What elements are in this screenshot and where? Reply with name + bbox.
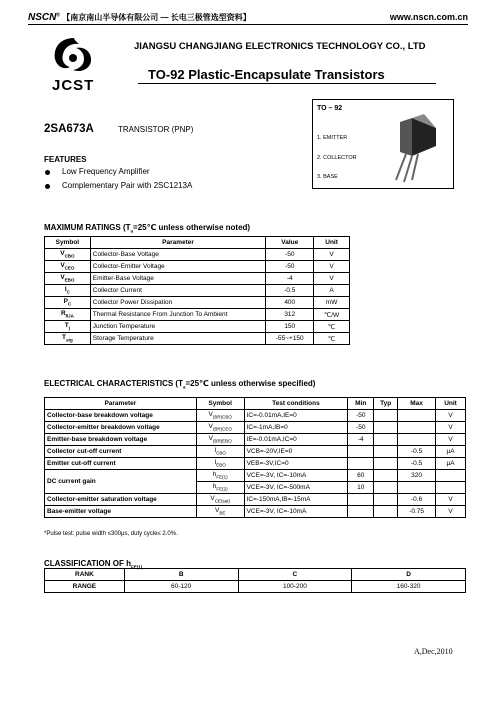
range-cell: 100-200 — [238, 581, 352, 593]
parameter-cell: Collector-emitter saturation voltage — [45, 494, 197, 506]
parameter-cell: Collector-Emitter Voltage — [90, 261, 266, 273]
typ-cell — [374, 506, 398, 518]
symbol-subscript: stg — [66, 337, 73, 343]
max-cell: -0.75 — [398, 506, 436, 518]
max-cell — [398, 410, 436, 422]
condition-cell: IE=-0.01mA,IC=0 — [244, 434, 348, 446]
pin-3-label: 3. BASE — [317, 174, 338, 180]
min-cell — [348, 494, 374, 506]
table-row — [45, 494, 466, 506]
parameter-cell: Storage Temperature — [90, 333, 266, 345]
bullet-icon — [45, 170, 50, 175]
parameter-cell: Collector Current — [90, 285, 266, 297]
table-row — [45, 506, 466, 518]
parameter-cell: Collector-base breakdown voltage — [45, 410, 197, 422]
part-number: 2SA673A — [44, 123, 94, 135]
column-header: Test conditions — [244, 398, 348, 410]
symbol-letter: V — [60, 262, 65, 270]
symbol-subscript: j — [68, 325, 71, 331]
symbol-cell — [196, 410, 244, 422]
symbol-subscript: CBO — [64, 253, 75, 259]
pulse-test-note: *Pulse test: pulse width ≤300μs, duty cycle≤ 2.0%. — [44, 531, 178, 537]
table-row — [45, 446, 466, 458]
unit-cell: V — [436, 410, 466, 422]
symbol-letter: R — [60, 310, 66, 318]
symbol-subscript: FE(2) — [216, 486, 228, 492]
symbol-cell — [196, 470, 244, 482]
max-cell: -0.5 — [398, 446, 436, 458]
symbol-letter: V — [208, 435, 213, 443]
symbol-cell — [196, 458, 244, 470]
parameter-cell: Emitter cut-off current — [45, 458, 197, 470]
symbol-letter: h — [212, 483, 217, 491]
symbol-subscript: CE(sat) — [214, 498, 230, 504]
unit-cell: ℃ — [314, 321, 350, 333]
column-header: Parameter — [90, 237, 266, 249]
typ-cell — [374, 458, 398, 470]
symbol-subscript: C — [66, 289, 70, 295]
max-cell — [398, 434, 436, 446]
registered-mark: ® — [56, 12, 61, 19]
condition-cell: IC=-1mA,IB=0 — [244, 422, 348, 434]
symbol-letter: V — [208, 411, 213, 419]
rank-cell: C — [238, 569, 352, 581]
table-row — [45, 249, 350, 261]
typ-cell — [374, 410, 398, 422]
column-header: Symbol — [45, 237, 91, 249]
symbol-cell — [45, 273, 91, 285]
classification-title: CLASSIFICATION OF $h_{FE(1)}$ — [44, 559, 143, 570]
unit-cell: V — [436, 422, 466, 434]
condition-cell: VCE=-3V, IC=-500mA — [244, 482, 348, 494]
max-cell: -0.5 — [398, 458, 436, 470]
unit-cell — [436, 482, 466, 494]
header-brand-line — [28, 12, 251, 23]
condition-cell: VCB=-20V,IE=0 — [244, 446, 348, 458]
condition-cell: VEB=-3V,IC=0 — [244, 458, 348, 470]
typ-cell — [374, 482, 398, 494]
symbol-cell — [45, 321, 91, 333]
unit-cell: mW — [314, 297, 350, 309]
symbol-cell — [196, 434, 244, 446]
value-cell: 150 — [266, 321, 314, 333]
parameter-cell: Collector-emitter breakdown voltage — [45, 422, 197, 434]
column-header: Symbol — [196, 398, 244, 410]
symbol-subscript: EBO — [216, 462, 226, 468]
condition-cell: IC=-0.01mA,IE=0 — [244, 410, 348, 422]
pin-2-label: 2. COLLECTOR — [317, 155, 357, 161]
unit-cell: V — [436, 506, 466, 518]
symbol-subscript: CEO — [64, 265, 75, 271]
rank-label: RANK — [45, 569, 125, 581]
table-row — [45, 273, 350, 285]
symbol-subscript: EBO — [64, 277, 75, 283]
classification-table — [44, 568, 466, 593]
symbol-letter: V — [60, 274, 65, 282]
unit-cell: V — [436, 434, 466, 446]
symbol-letter: V — [60, 250, 65, 258]
typ-cell — [374, 446, 398, 458]
unit-cell: V — [314, 249, 350, 261]
rank-row — [45, 569, 466, 581]
revision-date: A,Dec,2010 — [414, 647, 453, 656]
symbol-cell — [45, 309, 91, 321]
symbol-letter: I — [214, 459, 217, 467]
electrical-table — [44, 397, 466, 518]
symbol-cell — [196, 506, 244, 518]
bullet-icon — [45, 184, 50, 189]
table-row — [45, 297, 350, 309]
document-title: TO-92 Plastic-Encapsulate Transistors — [148, 67, 385, 82]
feature-item: Complementary Pair with 2SC1213A — [62, 181, 193, 190]
header-tagline: 【南京南山半导体有限公司 — 长电三极管选型资料】 — [62, 13, 251, 22]
max-cell — [398, 482, 436, 494]
parameter-cell: Emitter-base breakdown voltage — [45, 434, 197, 446]
min-cell: 60 — [348, 470, 374, 482]
symbol-subscript: (BR)EBO — [212, 438, 232, 444]
brand-name: NSCN — [28, 12, 57, 23]
symbol-cell — [196, 422, 244, 434]
features-heading: FEATURES — [44, 155, 87, 164]
min-cell — [348, 506, 374, 518]
pin-1-label: 1. EMITTER — [317, 135, 348, 141]
symbol-subscript: (BR)CBO — [212, 414, 232, 420]
table-row — [45, 410, 466, 422]
min-cell — [348, 446, 374, 458]
to92-package-icon — [378, 112, 448, 184]
column-header: Typ — [374, 398, 398, 410]
unit-cell: μA — [436, 446, 466, 458]
symbol-cell — [45, 333, 91, 345]
parameter-cell: DC current gain — [45, 470, 197, 494]
header-url[interactable]: www.nscn.com.cn — [389, 12, 468, 22]
symbol-cell — [196, 446, 244, 458]
parameter-cell: Emitter-Base Voltage — [90, 273, 266, 285]
parameter-cell: Junction Temperature — [90, 321, 266, 333]
typ-cell — [374, 494, 398, 506]
symbol-cell — [45, 297, 91, 309]
min-cell: 10 — [348, 482, 374, 494]
value-cell: 400 — [266, 297, 314, 309]
max-cell — [398, 422, 436, 434]
symbol-subscript: CBO — [216, 450, 226, 456]
value-cell: -55~+150 — [266, 333, 314, 345]
value-cell: -4 — [266, 273, 314, 285]
table-row — [45, 470, 466, 482]
column-header: Unit — [436, 398, 466, 410]
rank-cell: D — [352, 569, 466, 581]
range-row — [45, 581, 466, 593]
range-cell: 60-120 — [124, 581, 238, 593]
range-cell: 160-320 — [352, 581, 466, 593]
table-header-row — [45, 398, 466, 410]
condition-cell: VCE=-3V, IC=-10mA — [244, 470, 348, 482]
rank-cell: B — [124, 569, 238, 581]
unit-cell — [436, 470, 466, 482]
unit-cell: V — [314, 273, 350, 285]
max-ratings-table — [44, 236, 350, 345]
part-description: TRANSISTOR (PNP) — [118, 125, 194, 134]
parameter-cell: Base-emitter voltage — [45, 506, 197, 518]
min-cell: -50 — [348, 422, 374, 434]
range-label: RANGE — [45, 581, 125, 593]
unit-cell: V — [314, 261, 350, 273]
condition-cell: VCE=-3V, IC=-10mA — [244, 506, 348, 518]
symbol-letter: I — [214, 447, 217, 455]
parameter-cell: Collector Power Dissipation — [90, 297, 266, 309]
table-row — [45, 321, 350, 333]
header-divider — [28, 24, 468, 25]
symbol-subscript: θJA — [65, 313, 74, 319]
table-row — [45, 333, 350, 345]
symbol-letter: V — [208, 423, 213, 431]
min-cell — [348, 458, 374, 470]
symbol-letter: T — [64, 322, 69, 330]
column-header: Max — [398, 398, 436, 410]
column-header: Value — [266, 237, 314, 249]
column-header: Parameter — [45, 398, 197, 410]
title-underline — [138, 83, 436, 84]
table-row — [45, 261, 350, 273]
value-cell: -0.5 — [266, 285, 314, 297]
value-cell: 312 — [266, 309, 314, 321]
typ-cell — [374, 422, 398, 434]
value-cell: -50 — [266, 261, 314, 273]
symbol-letter: T — [62, 334, 66, 342]
column-header: Min — [348, 398, 374, 410]
unit-cell: ℃/W — [314, 309, 350, 321]
parameter-cell: Collector cut-off current — [45, 446, 197, 458]
package-title: TO – 92 — [317, 105, 343, 112]
unit-cell: V — [436, 494, 466, 506]
parameter-cell: Thermal Resistance From Junction To Ambient — [90, 309, 266, 321]
parameter-cell: Collector-Base Voltage — [90, 249, 266, 261]
symbol-letter: V — [214, 507, 220, 515]
value-cell: -50 — [266, 249, 314, 261]
symbol-letter: h — [212, 471, 217, 479]
unit-cell: μA — [436, 458, 466, 470]
symbol-cell — [45, 249, 91, 261]
table-row — [45, 285, 350, 297]
symbol-cell — [45, 285, 91, 297]
table-row — [45, 434, 466, 446]
max-cell: 320 — [398, 470, 436, 482]
symbol-cell — [196, 494, 244, 506]
max-ratings-title: MAXIMUM RATINGS ($T_a=25℃$ unless otherwise noted) — [44, 223, 251, 234]
min-cell: -4 — [348, 434, 374, 446]
symbol-subscript: FE(1) — [216, 474, 228, 480]
table-header-row — [45, 237, 350, 249]
feature-item: Low Frequency Amplifier — [62, 167, 150, 176]
table-row — [45, 309, 350, 321]
typ-cell — [374, 470, 398, 482]
condition-cell: IC=-150mA,IB=-15mA — [244, 494, 348, 506]
symbol-letter: I — [64, 286, 67, 294]
symbol-cell — [196, 482, 244, 494]
min-cell: -50 — [348, 410, 374, 422]
unit-cell: A — [314, 285, 350, 297]
column-header: Unit — [314, 237, 350, 249]
symbol-subscript: (BR)CEO — [212, 426, 232, 432]
symbol-cell — [45, 261, 91, 273]
electrical-title: ELECTRICAL CHARACTERISTICS ($T_a=25℃$ unless otherwise specified) — [44, 379, 316, 390]
unit-cell: ℃ — [314, 333, 350, 345]
logo-text: JCST — [52, 77, 95, 94]
symbol-subscript: C — [67, 301, 72, 307]
symbol-subscript: BE — [219, 510, 226, 516]
company-name: JIANGSU CHANGJIANG ELECTRONICS TECHNOLOGY CO., LTD — [134, 41, 426, 52]
symbol-letter: V — [210, 495, 215, 503]
typ-cell — [374, 434, 398, 446]
max-cell: -0.6 — [398, 494, 436, 506]
table-row — [45, 458, 466, 470]
table-row — [45, 422, 466, 434]
symbol-letter: P — [63, 298, 68, 306]
